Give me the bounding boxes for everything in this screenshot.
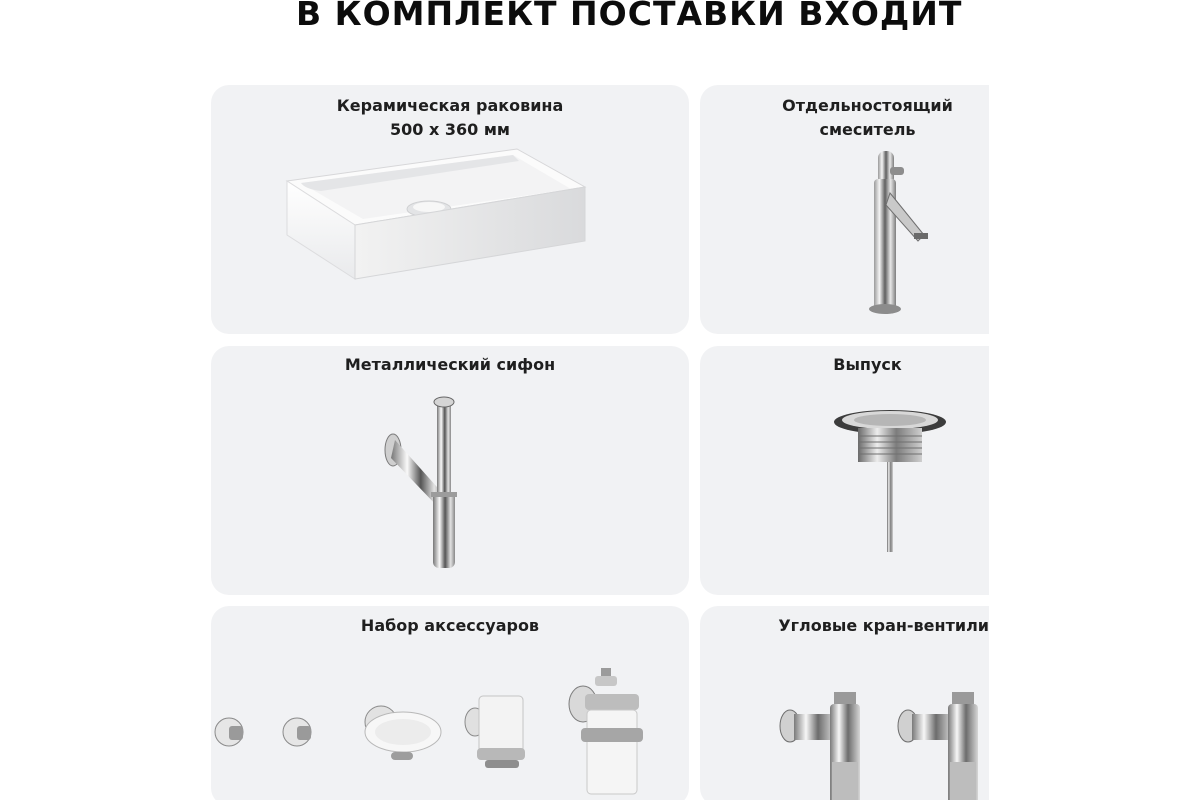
sink-title-line2: 500 x 360 мм [390, 120, 510, 139]
card-title-sink [211, 94, 689, 142]
card-angle-valves [700, 606, 989, 800]
sink-title-line1: Керамическая раковина [336, 96, 564, 115]
card-siphon [211, 346, 689, 595]
card-title-accessories: Набор аксессуаров [360, 616, 540, 635]
card-title-faucet [700, 94, 989, 142]
angle-valve-image [778, 690, 874, 800]
drain-image [830, 408, 950, 558]
siphon-image [379, 396, 479, 576]
hook-image [279, 714, 319, 754]
card-ceramic-sink [211, 85, 689, 334]
card-drain [700, 346, 989, 595]
faucet-title-line2: смеситель [819, 120, 916, 139]
angle-valve-image [896, 690, 989, 800]
card-title-valves: Угловые кран-вентили [778, 616, 989, 635]
card-accessories [211, 606, 689, 800]
soap-dish-image [357, 702, 443, 766]
sink-image [281, 145, 591, 285]
faucet-title-line1: Отдельностоящий [782, 96, 953, 115]
card-title-drain: Выпуск [833, 355, 902, 374]
tumbler-image [463, 692, 533, 776]
page-title: В КОМПЛЕКТ ПОСТАВКИ ВХОДИТ [296, 0, 963, 33]
hook-image [211, 714, 251, 754]
soap-dispenser-image [567, 666, 649, 800]
card-faucet [700, 85, 989, 334]
faucet-image [860, 149, 940, 319]
card-title-siphon: Металлический сифон [344, 355, 556, 374]
